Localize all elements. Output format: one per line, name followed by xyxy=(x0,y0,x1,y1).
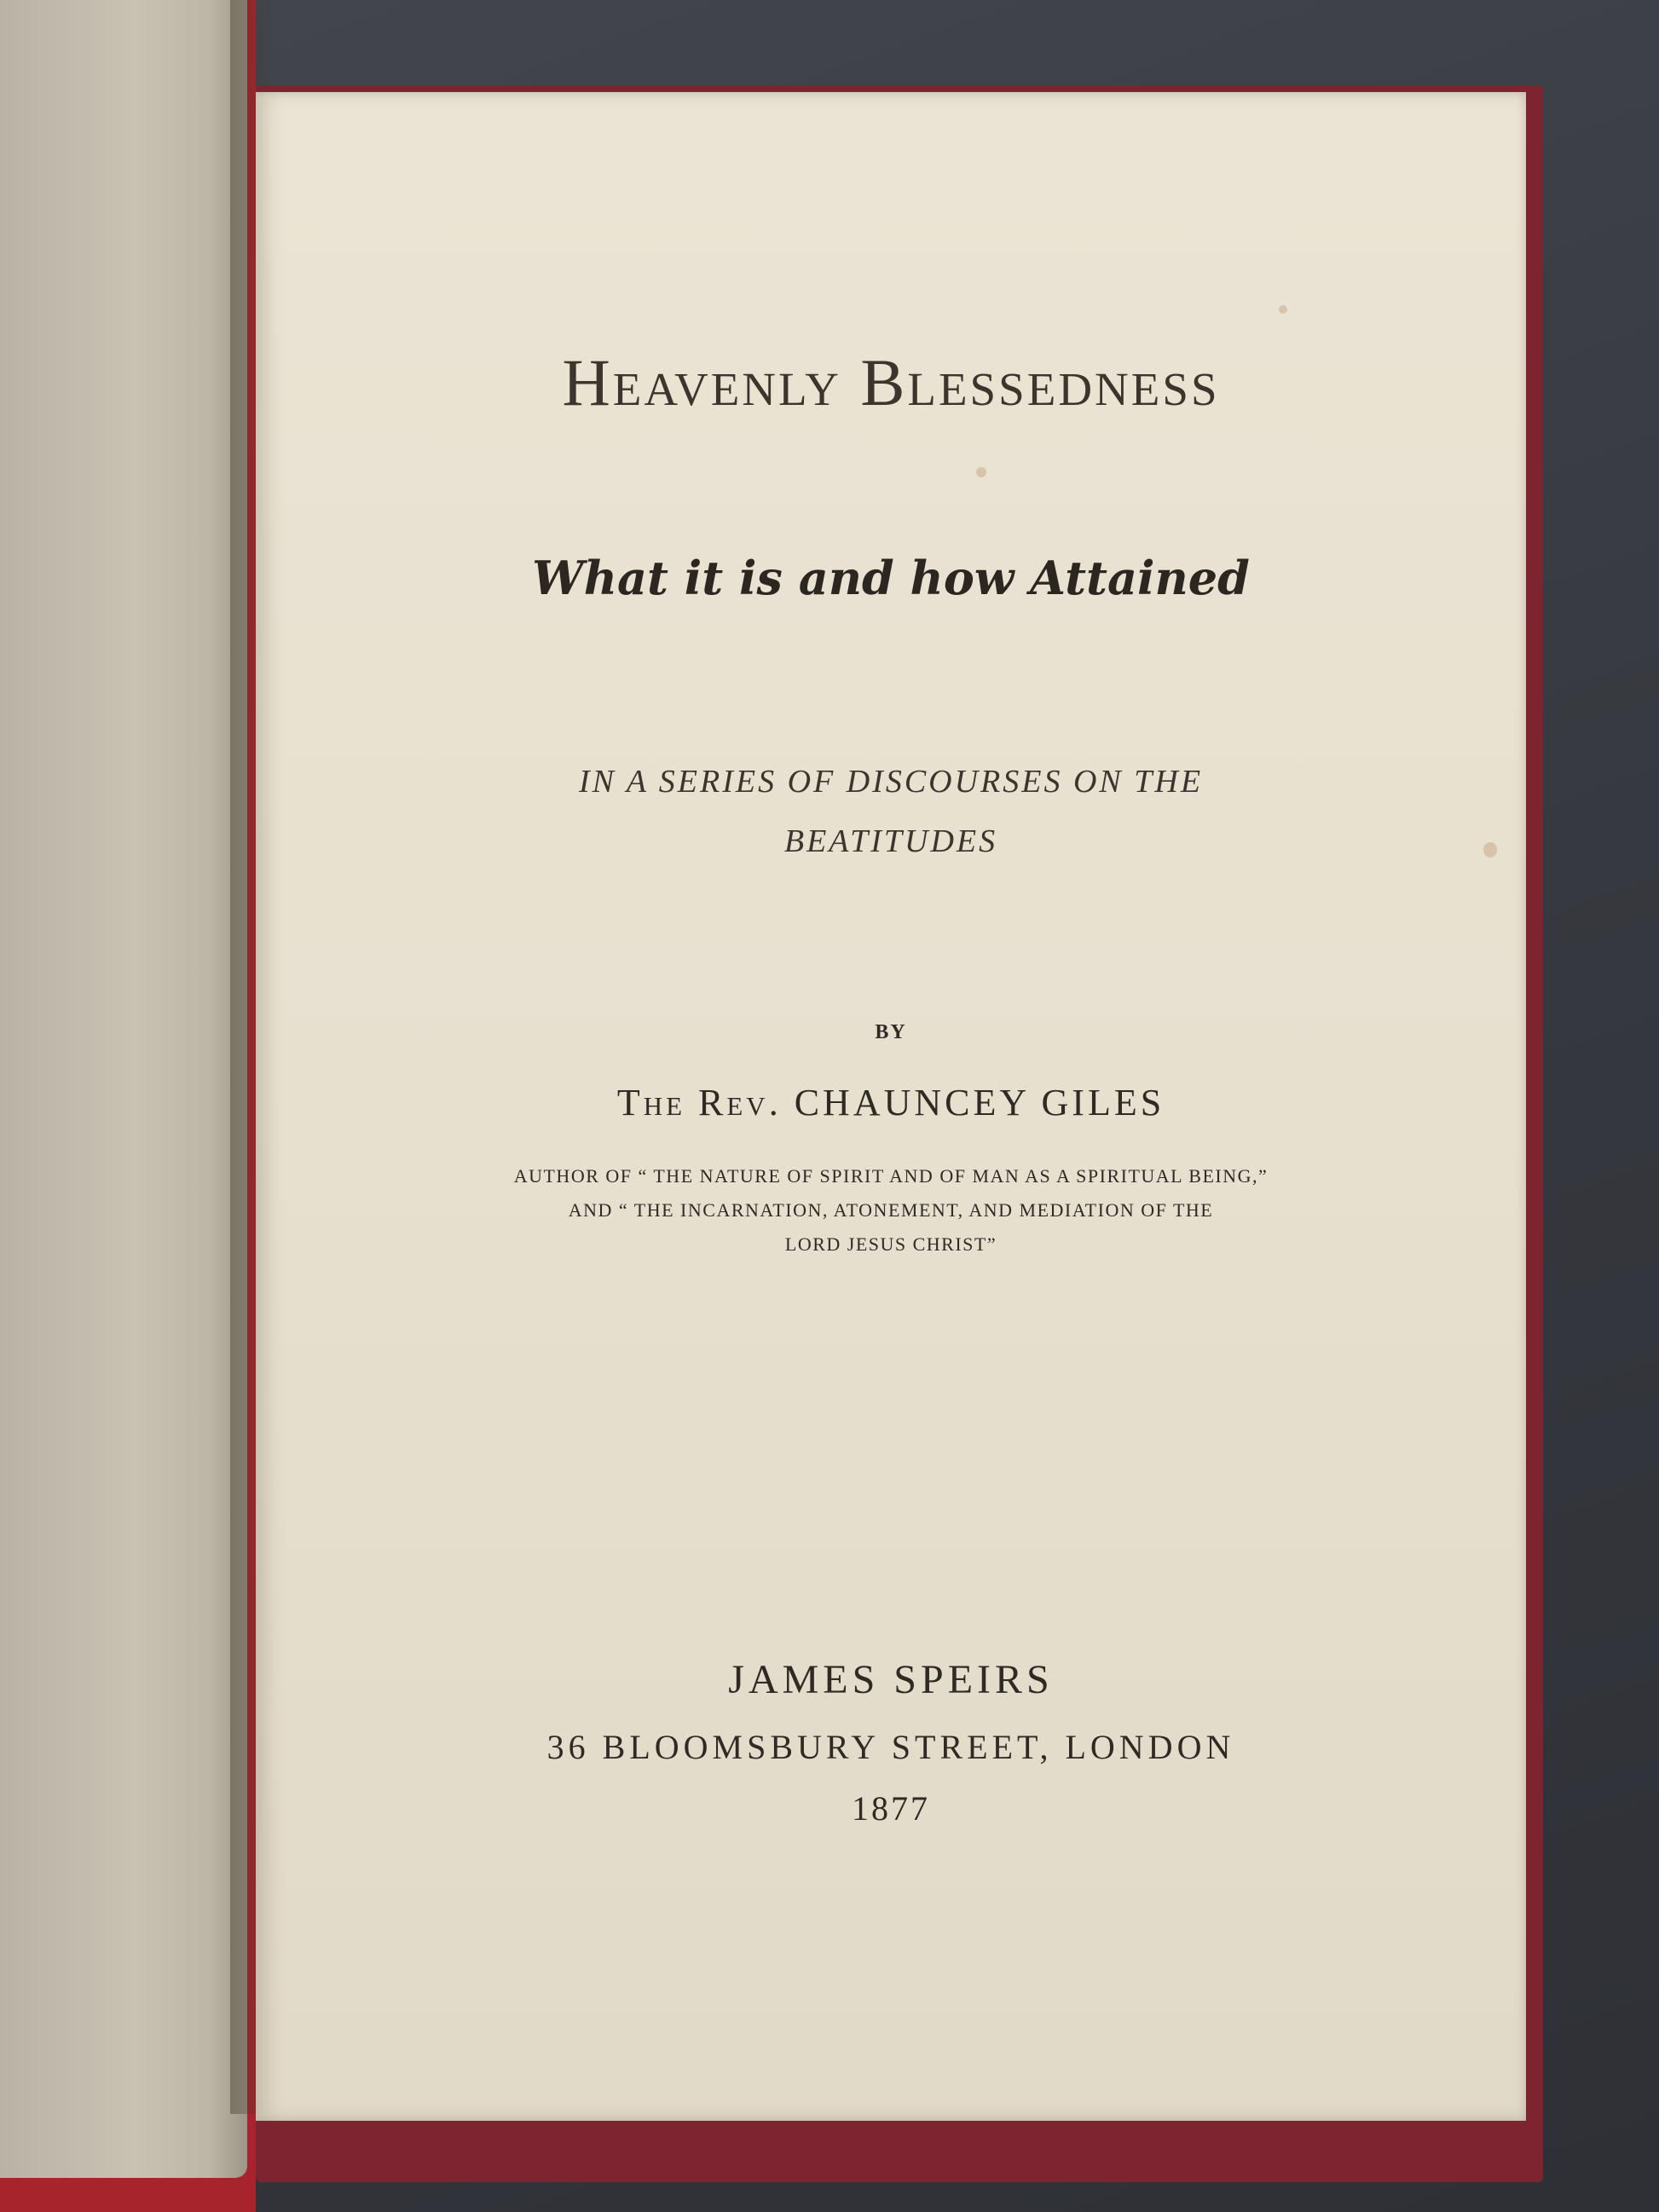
publisher-address: 36 BLOOMSBURY STREET, LONDON xyxy=(546,1728,1235,1766)
left-page xyxy=(0,0,247,2178)
series-line: IN A SERIES OF DISCOURSES ON THE xyxy=(578,764,1204,800)
works-line: AUTHOR OF “ THE NATURE OF SPIRIT AND OF MAN AS A SPIRITUAL BEING,” xyxy=(513,1165,1269,1187)
book-title: Heavenly Blessedness xyxy=(562,345,1220,419)
publication-year: 1877 xyxy=(852,1789,930,1828)
author-works xyxy=(256,1159,1526,1262)
title-page xyxy=(256,92,1526,2121)
foxing-spot xyxy=(1279,305,1287,314)
book-subtitle: What it is and how Attained xyxy=(532,551,1250,605)
series-line: BEATITUDES xyxy=(783,823,998,859)
foxing-spot xyxy=(976,467,986,477)
publisher-name: JAMES SPEIRS xyxy=(728,1657,1054,1702)
series-description xyxy=(256,752,1526,871)
by-line: BY xyxy=(875,1021,907,1043)
works-line: LORD JESUS CHRIST” xyxy=(784,1233,997,1255)
works-line: AND “ THE INCARNATION, ATONEMENT, AND MEDIATION OF THE xyxy=(568,1199,1214,1221)
author-name: The Rev. CHAUNCEY GILES xyxy=(616,1082,1165,1123)
